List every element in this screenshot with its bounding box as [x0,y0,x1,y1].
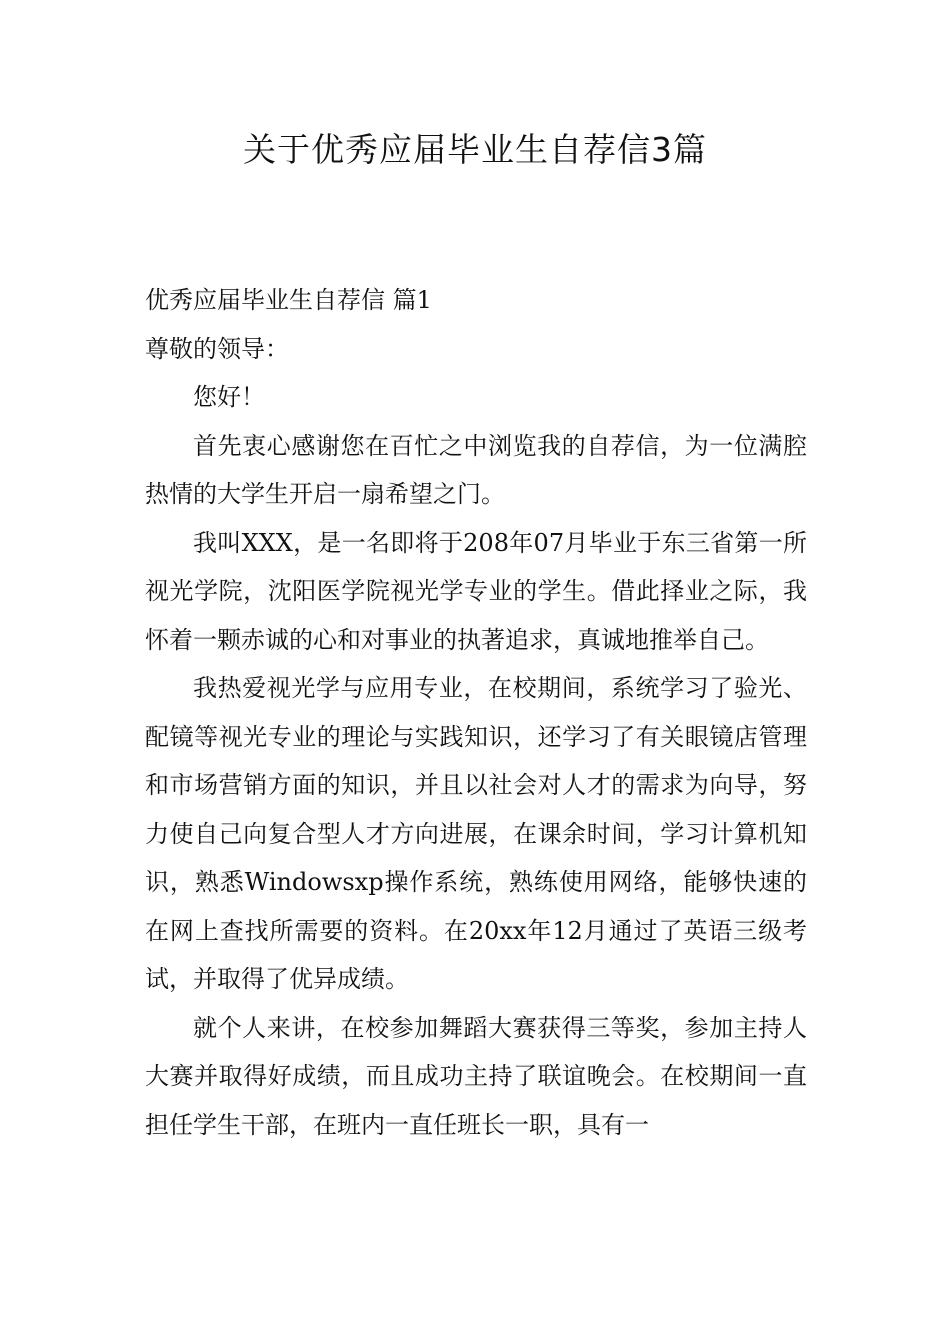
document-body [145,276,807,1149]
paragraph: 就个人来讲，在校参加舞蹈大赛获得三等奖，参加主持人大赛并取得好成绩，而且成功主持了联谊晚会。在校期间一直担任学生干部，在班内一直任班长一职，具有一 [145,1013,807,1139]
salutation: 尊敬的领导： [145,334,289,363]
paragraph: 我叫XXX，是一名即将于208年07月毕业于东三省第一所视光学院，沈阳医学院视光学专业的学生。借此择业之际，我怀着一颗赤诚的心和对事业的执著追求，真诚地推举自己。 [145,528,807,654]
document-title: 关于优秀应届毕业生自荐信3篇 [243,130,707,169]
section-heading: 优秀应届毕业生自荐信 篇1 [145,286,432,314]
paragraph: 我热爱视光学与应用专业，在校期间，系统学习了验光、配镜等视光专业的理论与实践知识，还学习了有关眼镜店管理和市场营销方面的知识，并且以社会对人才的需求为向导，努力使自己向复合型人才方向进展，在课余时间，学习计算机知识，熟悉Windowsxp操作系统，熟练使用网络，能够快速的在网上查找所需要的资料。在20xx年12月通过了英语三级考试，并取得了优异成绩。 [145,674,807,993]
paragraph: 首先衷心感谢您在百忙之中浏览我的自荐信，为一位满腔热情的大学生开启一扇希望之门。 [145,431,807,508]
greeting: 您好！ [193,383,265,411]
